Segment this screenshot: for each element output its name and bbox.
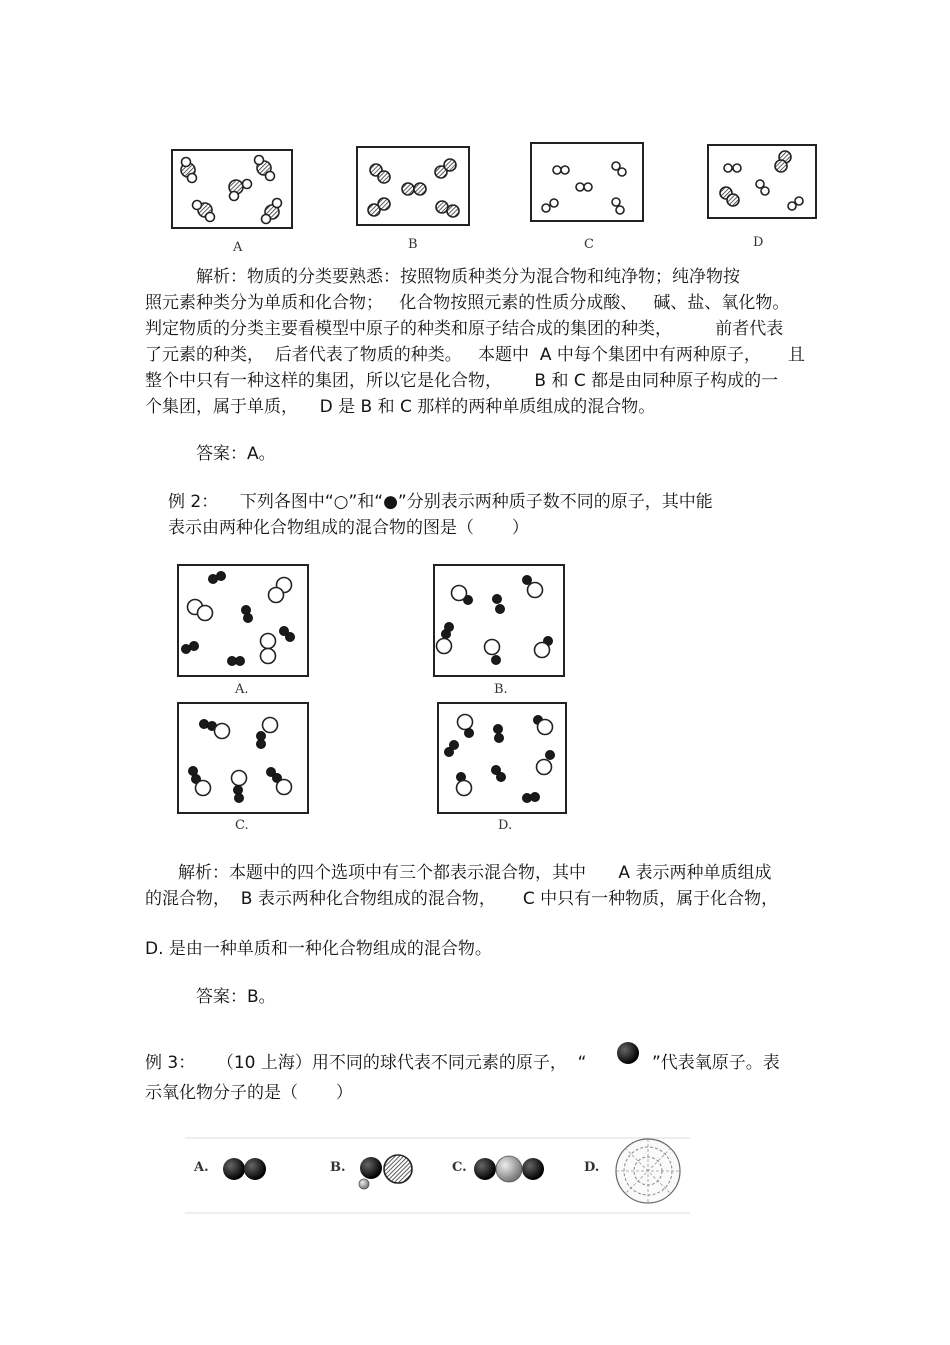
figure1-molecule-models xyxy=(0,0,950,270)
analysis1-line: 照元素种类分为单质和化合物； 化合物按照元素的性质分成酸、 碱、盐、氧化物。 xyxy=(145,293,790,313)
analysis2-line: 的混合物， B 表示两种化合物组成的混合物， C 中只有一种物质，属于化合物， xyxy=(145,889,779,909)
analysis1-line: 解析：物质的分类要熟悉：按照物质种类分为混合物和纯净物；纯净物按 xyxy=(196,267,740,287)
figure3-option-a xyxy=(223,1158,266,1180)
figure2-box-c xyxy=(178,703,308,813)
example2-question-line: 表示由两种化合物组成的混合物的图是（ ） xyxy=(168,518,529,538)
example2-question-line: 例 2： 下列各图中“○”和“●”分别表示两种质子数不同的原子，其中能 xyxy=(168,492,713,512)
figure1-label-c: C xyxy=(584,237,594,252)
figure1-label-b: B xyxy=(408,237,418,252)
figure2-label-a: A. xyxy=(235,682,249,697)
figure2-box-d xyxy=(438,703,566,813)
analysis2-line: 解析：本题中的四个选项中有三个都表示混合物，其中 A 表示两种单质组成 xyxy=(178,863,772,883)
answer1: 答案：A。 xyxy=(196,444,276,464)
figure3-option-c xyxy=(474,1156,544,1182)
figure1-box-a xyxy=(172,150,292,228)
analysis1-line: 整个中只有一种这样的集团，所以它是化合物， B 和 C 都是由同种原子构成的一 xyxy=(145,371,779,391)
figure3-label-c: C. xyxy=(452,1160,467,1175)
figure1-label-d: D xyxy=(753,235,764,250)
analysis1-line: 个集团，属于单质， D 是 B 和 C 那样的两种单质组成的混合物。 xyxy=(145,397,656,417)
example3-question-line-end: ”代表氧原子。表 xyxy=(652,1053,780,1073)
analysis1-line: 了元素的种类， 后者代表了物质的种类。 本题中 A 中每个集团中有两种原子， 且 xyxy=(145,345,805,365)
oxygen-atom-icon xyxy=(615,1040,645,1070)
figure2-label-c: C. xyxy=(235,818,249,833)
figure2-molecule-models xyxy=(0,550,950,850)
figure2-box-b xyxy=(434,565,564,676)
figure3-option-b xyxy=(359,1155,412,1189)
analysis1-line: 判定物质的分类主要看模型中原子的种类和原子结合成的集团的种类， 前者代表 xyxy=(145,319,784,339)
figure2-label-d: D. xyxy=(498,818,513,833)
answer2: 答案：B。 xyxy=(196,987,276,1007)
figure1-box-b xyxy=(357,147,469,225)
figure3-molecule-options xyxy=(0,1135,950,1225)
analysis2-line: D. 是由一种单质和一种化合物组成的混合物。 xyxy=(145,939,492,959)
figure2-label-b: B. xyxy=(494,682,508,697)
figure2-box-a xyxy=(178,565,308,676)
figure1-box-d xyxy=(708,145,816,218)
figure3-label-d: D. xyxy=(584,1160,600,1175)
figure1-label-a: A xyxy=(233,240,243,255)
example3-question-line: 例 3： （10 上海）用不同的球代表不同元素的原子， “ xyxy=(145,1053,587,1073)
figure3-label-b: B. xyxy=(330,1160,346,1175)
figure3-option-d xyxy=(616,1139,680,1203)
figure1-box-c xyxy=(531,143,643,221)
figure3-label-a: A. xyxy=(194,1160,209,1175)
example3-question-line: 示氧化物分子的是（ ） xyxy=(145,1083,353,1103)
